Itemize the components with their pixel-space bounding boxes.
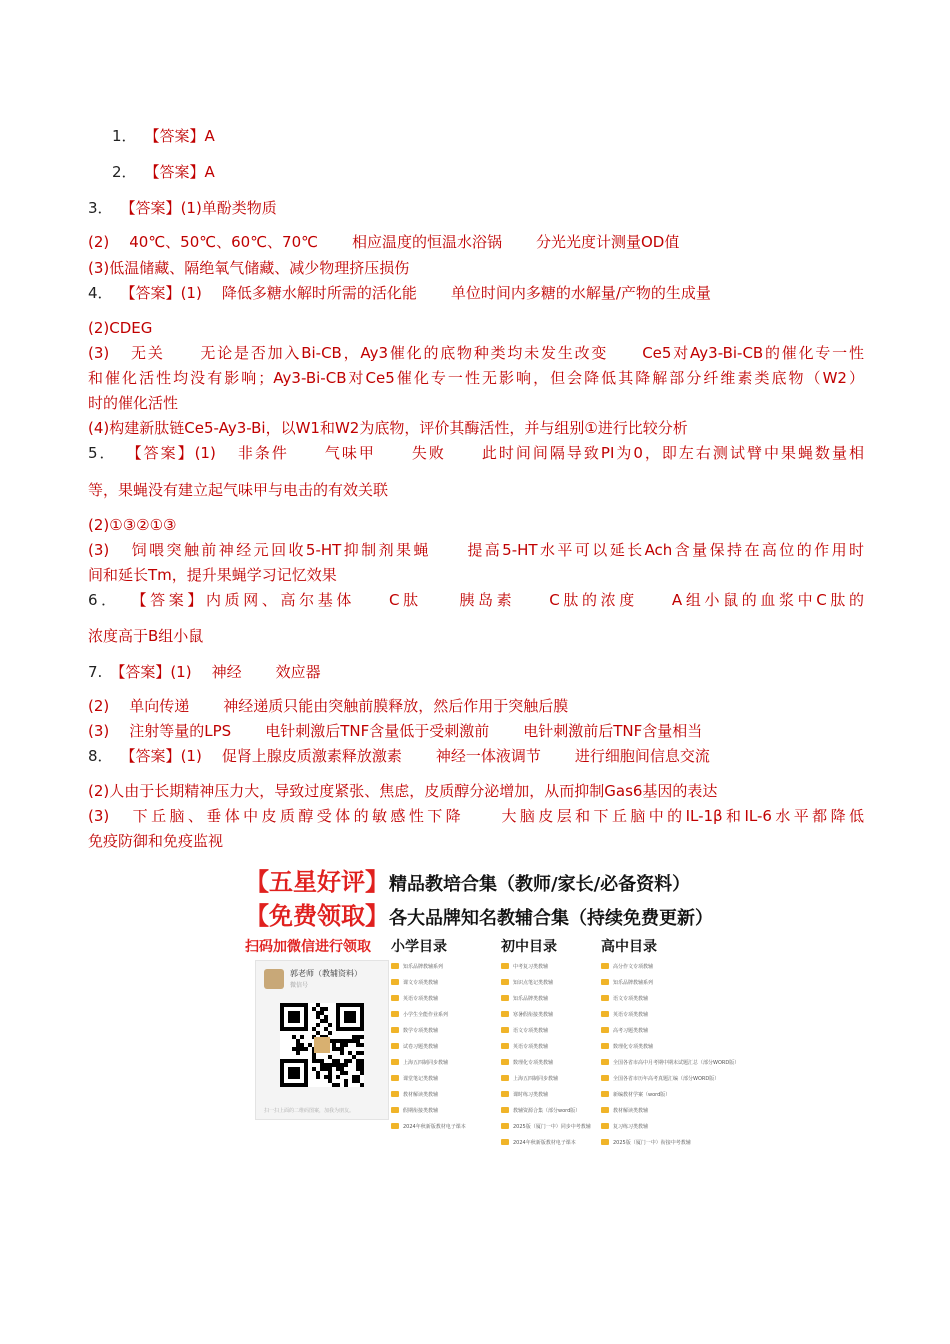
folder-icon bbox=[501, 963, 509, 969]
list-item[interactable] bbox=[601, 1006, 709, 1022]
folder-name: 2024年秋新版教材电子课本 bbox=[403, 1123, 466, 1130]
folder-icon bbox=[391, 963, 399, 969]
answer-text: 电针刺激后TNF含量低于受刺激前 bbox=[265, 722, 490, 740]
answer-text: (2) bbox=[88, 233, 110, 251]
answer-text: (1)单酚类物质 bbox=[180, 199, 277, 217]
answer-text: 降低多糖水解时所需的活化能 bbox=[221, 284, 417, 302]
promo-tag-2: 【免费领取】 bbox=[245, 901, 389, 930]
answer-line bbox=[88, 316, 864, 341]
folder-name: 寒暑假衔接类教辅 bbox=[513, 1011, 554, 1018]
list-item[interactable] bbox=[501, 1038, 609, 1054]
list-item[interactable] bbox=[391, 958, 499, 974]
answer-text: 和催化活性均没有影响；Ay3-Bi-CB对Ce5催化专一性无影响，但会降低其降解部分纤维素类底物（W2） bbox=[88, 369, 864, 387]
folder-name: 教材解读类教辅 bbox=[613, 1107, 649, 1114]
folder-icon bbox=[391, 1059, 399, 1065]
folder-name: 语文专项类教辅 bbox=[613, 995, 649, 1002]
list-item[interactable] bbox=[601, 1086, 709, 1102]
promo-tag-1: 【五星好评】 bbox=[245, 867, 389, 896]
folder-name: 数理化专项类教辅 bbox=[513, 1059, 554, 1066]
folder-icon bbox=[391, 1091, 399, 1097]
folder-name: 英语专项类教辅 bbox=[513, 1043, 549, 1050]
folder-name: 2024年秋新版教材电子课本 bbox=[513, 1139, 576, 1146]
list-item[interactable] bbox=[501, 958, 609, 974]
folder-name: 教材解读类教辅 bbox=[403, 1091, 439, 1098]
list-item[interactable] bbox=[501, 1118, 609, 1134]
folder-icon bbox=[501, 1091, 509, 1097]
list-item[interactable] bbox=[601, 958, 709, 974]
promo-line-2 bbox=[245, 896, 713, 931]
folder-name: 知乐品牌教辅系列 bbox=[403, 963, 444, 970]
folder-name: 语文专项类教辅 bbox=[513, 1027, 549, 1034]
list-item[interactable] bbox=[501, 1006, 609, 1022]
answer-line bbox=[88, 744, 864, 769]
answer-text: 失败 bbox=[409, 444, 446, 462]
folder-name: 英语专项类教辅 bbox=[403, 995, 439, 1002]
list-item[interactable] bbox=[391, 1102, 499, 1118]
folder-name: 小学生全能作业系列 bbox=[403, 1011, 449, 1018]
list-item[interactable] bbox=[501, 1054, 609, 1070]
folder-icon bbox=[501, 1027, 509, 1033]
answer-text: 间和延长Tm，提升果蝇学习记忆效果 bbox=[88, 566, 337, 584]
answer-text: Ce5对Ay3-Bi-CB的催化专一性 bbox=[642, 344, 864, 362]
answer-text: C肽 bbox=[389, 591, 422, 609]
answer-line bbox=[88, 660, 864, 685]
answer-text: 单向传递 bbox=[129, 697, 190, 715]
answer-text: (1) bbox=[170, 663, 192, 681]
scan-instruction: 扫码加微信进行领取 bbox=[245, 939, 371, 955]
answer-text: 下丘脑、垂体中皮质醇受体的敏感性下降 bbox=[129, 807, 465, 825]
list-item[interactable] bbox=[501, 1022, 609, 1038]
answer-text: 提高5-HT水平可以延长Ach含量保持在高位的作用时 bbox=[464, 541, 865, 559]
answer-label: 【答案】A bbox=[144, 127, 215, 145]
answer-line bbox=[88, 694, 864, 719]
folder-name: 假期衔接类教辅 bbox=[403, 1107, 439, 1114]
answer-text: 无论是否加入Bi-CB，Ay3催化的底物种类均未发生改变 bbox=[198, 344, 609, 362]
answer-text: 胰岛素 bbox=[455, 591, 516, 609]
folder-name: 知乐品牌教辅系列 bbox=[613, 979, 654, 986]
column-list-junior bbox=[501, 958, 609, 1150]
answer-text: 等，果蝇没有建立起气味甲与电击的有效关联 bbox=[88, 481, 389, 499]
list-item[interactable] bbox=[391, 990, 499, 1006]
list-item[interactable] bbox=[601, 1070, 720, 1086]
folder-icon bbox=[601, 1027, 609, 1033]
answer-text: 促肾上腺皮质激素释放激素 bbox=[221, 747, 402, 765]
answer-text: 40℃、50℃、60℃、70℃ bbox=[129, 233, 318, 251]
folder-icon bbox=[601, 979, 609, 985]
answer-text: 饲喂突触前神经元回收5-HT抑制剂果蝇 bbox=[129, 541, 431, 559]
folder-name: 试卷习题类教辅 bbox=[403, 1043, 439, 1050]
folder-icon bbox=[391, 1123, 399, 1129]
answer-text: (4)构建新肽链Ce5-Ay3-Bi，以W1和W2为底物，评价其酶活性，并与组别①进行比较分析 bbox=[88, 419, 688, 437]
promo-text-1: 精品教培合集（教师/家长/必备资料） bbox=[389, 874, 691, 895]
folder-name: 数理化专项类教辅 bbox=[613, 1043, 654, 1050]
folder-icon bbox=[601, 995, 609, 1001]
folder-name: 复习练习类教辅 bbox=[613, 1123, 649, 1130]
answer-text: (3) bbox=[88, 807, 110, 825]
folder-icon bbox=[501, 1075, 509, 1081]
folder-icon bbox=[391, 979, 399, 985]
answer-line bbox=[88, 366, 864, 391]
answer-line bbox=[88, 441, 864, 466]
answer-label: 【答案】 bbox=[120, 747, 181, 765]
answer-text: (2)①③②①③ bbox=[88, 516, 177, 534]
answer-text: (2)CDEG bbox=[88, 319, 153, 337]
answer-line bbox=[88, 230, 864, 255]
answer-text: 电针刺激前后TNF含量相当 bbox=[523, 722, 703, 740]
answer-line bbox=[88, 513, 864, 538]
answer-line bbox=[88, 281, 864, 306]
promo-line-1 bbox=[245, 862, 690, 897]
folder-name: 全国各省市历年高考真题汇编（部分WORD版） bbox=[613, 1075, 720, 1082]
list-item[interactable] bbox=[391, 1070, 499, 1086]
list-item[interactable] bbox=[501, 990, 609, 1006]
answer-label: 【答案】A bbox=[144, 163, 215, 181]
folder-icon bbox=[501, 1107, 509, 1113]
list-item[interactable] bbox=[391, 1038, 499, 1054]
folder-icon bbox=[601, 1075, 609, 1081]
folder-icon bbox=[601, 1123, 609, 1129]
card-sub: 微信号 bbox=[290, 982, 309, 989]
list-item[interactable] bbox=[601, 1134, 709, 1150]
answer-line bbox=[88, 341, 864, 366]
answer-text: 进行细胞间信息交流 bbox=[574, 747, 710, 765]
folder-icon bbox=[601, 1139, 609, 1145]
folder-icon bbox=[601, 1091, 609, 1097]
answer-text: C肽的浓度 bbox=[549, 591, 638, 609]
question-number: 8． bbox=[88, 747, 113, 765]
folder-icon bbox=[601, 963, 609, 969]
answer-text: 大脑皮层和下丘脑中的IL-1β和IL-6水平都降低 bbox=[498, 807, 864, 825]
answer-line bbox=[112, 160, 888, 185]
folder-name: 高考习题类教辅 bbox=[613, 1027, 649, 1034]
answer-text: 效应器 bbox=[275, 663, 321, 681]
folder-icon bbox=[391, 1027, 399, 1033]
answer-text: 单位时间内多糖的水解量/产物的生成量 bbox=[450, 284, 711, 302]
folder-icon bbox=[601, 1107, 609, 1113]
answer-label: 【答案】 bbox=[127, 591, 206, 609]
folder-name: 知乐品牌类教辅 bbox=[513, 995, 549, 1002]
list-item[interactable] bbox=[501, 1070, 609, 1086]
answer-line bbox=[88, 588, 864, 613]
list-item[interactable] bbox=[501, 1102, 609, 1118]
folder-name: 新编教材学案（word版） bbox=[613, 1091, 671, 1098]
answer-text: 非条件 bbox=[235, 444, 289, 462]
answer-text: 分光光度计测量OD值 bbox=[536, 233, 680, 251]
folder-name: 2025版（厦门一中）衔接中考教辅 bbox=[613, 1139, 691, 1146]
answer-text: 免疫防御和免疫监视 bbox=[88, 832, 224, 850]
question-number: 7. bbox=[88, 663, 103, 681]
folder-name: 高分作文专项教辅 bbox=[613, 963, 654, 970]
folder-icon bbox=[601, 1011, 609, 1017]
promo-banner bbox=[245, 862, 740, 1146]
answer-line bbox=[88, 779, 864, 804]
folder-icon bbox=[391, 1107, 399, 1113]
answer-line bbox=[88, 563, 864, 588]
answer-text: (1) bbox=[194, 444, 216, 462]
avatar bbox=[264, 969, 284, 989]
folder-name: 全国各省市高中月考期中期末试题汇总（部分WORD版） bbox=[613, 1059, 740, 1066]
question-number: 5． bbox=[88, 444, 117, 462]
answer-text: 内质网、高尔基体 bbox=[205, 591, 356, 609]
answer-line bbox=[88, 478, 864, 503]
folder-icon bbox=[501, 1011, 509, 1017]
list-item[interactable] bbox=[601, 1054, 740, 1070]
answer-text: (2) bbox=[88, 697, 110, 715]
column-title-senior: 高中目录 bbox=[601, 939, 657, 955]
answer-text: 神经一体液调节 bbox=[435, 747, 541, 765]
list-item[interactable] bbox=[601, 1102, 709, 1118]
column-list-primary bbox=[391, 958, 499, 1134]
folder-icon bbox=[501, 1059, 509, 1065]
folder-icon bbox=[501, 1123, 509, 1129]
promo-text-2: 各大品牌知名教辅合集（持续免费更新） bbox=[389, 908, 713, 929]
folder-name: 英语专项类教辅 bbox=[613, 1011, 649, 1018]
list-item[interactable] bbox=[391, 1118, 499, 1134]
folder-icon bbox=[501, 995, 509, 1001]
folder-icon bbox=[391, 1011, 399, 1017]
answer-line bbox=[88, 829, 864, 854]
column-title-junior: 初中目录 bbox=[501, 939, 557, 955]
folder-icon bbox=[501, 1139, 509, 1145]
folder-name: 课时练习类教辅 bbox=[513, 1091, 549, 1098]
folder-name: 知识点笔记类教辅 bbox=[513, 979, 554, 986]
list-item[interactable] bbox=[391, 1006, 499, 1022]
answer-line bbox=[112, 124, 888, 149]
list-item[interactable] bbox=[391, 974, 499, 990]
answer-text: 注射等量的LPS bbox=[129, 722, 232, 740]
list-item[interactable] bbox=[601, 1022, 709, 1038]
card-name: 郭老师（教辅资料） bbox=[290, 969, 362, 978]
answer-line bbox=[88, 391, 864, 416]
list-item[interactable] bbox=[391, 1054, 499, 1070]
folder-icon bbox=[501, 1043, 509, 1049]
answer-label: 【答案】 bbox=[124, 444, 195, 462]
question-number: 6． bbox=[88, 591, 120, 609]
answer-text: (3)低温储藏、隔绝氧气储藏、减少物理挤压损伤 bbox=[88, 259, 410, 277]
card-footnote: 扫一扫上面的二维码图案，加我为朋友。 bbox=[264, 1108, 355, 1114]
answer-text: 无关 bbox=[129, 344, 165, 362]
answer-text: 浓度高于B组小鼠 bbox=[88, 627, 204, 645]
answer-line bbox=[88, 196, 864, 221]
answer-line bbox=[88, 624, 864, 649]
list-item[interactable] bbox=[601, 974, 709, 990]
question-number: 1． bbox=[112, 127, 137, 145]
answer-text: 时的催化活性 bbox=[88, 394, 179, 412]
answer-text: (1) bbox=[180, 284, 202, 302]
folder-icon bbox=[601, 1059, 609, 1065]
answer-text: 相应温度的恒温水浴锅 bbox=[351, 233, 502, 251]
folder-icon bbox=[391, 995, 399, 1001]
folder-name: 教辅资源合集（部分word版） bbox=[513, 1107, 581, 1114]
folder-name: 上海五四制同步教辅 bbox=[403, 1059, 449, 1066]
folder-name: 课堂笔记类教辅 bbox=[403, 1075, 439, 1082]
answer-label: 【答案】 bbox=[120, 199, 181, 217]
answer-label: 【答案】 bbox=[110, 663, 171, 681]
answer-text: A组小鼠的血浆中C肽的 bbox=[671, 591, 864, 609]
answer-label: 【答案】 bbox=[120, 284, 181, 302]
folder-icon bbox=[601, 1043, 609, 1049]
folder-icon bbox=[501, 979, 509, 985]
folder-name: 2025版（厦门一中）同步中考教辅 bbox=[513, 1123, 591, 1130]
folder-name: 数学专项类教辅 bbox=[403, 1027, 439, 1034]
question-number: 3． bbox=[88, 199, 113, 217]
answer-text: (3) bbox=[88, 722, 110, 740]
list-item[interactable] bbox=[601, 1118, 709, 1134]
question-number: 4． bbox=[88, 284, 113, 302]
folder-name: 课文专项类教辅 bbox=[403, 979, 439, 986]
list-item[interactable] bbox=[391, 1022, 499, 1038]
wechat-card bbox=[255, 960, 389, 1120]
answer-line bbox=[88, 256, 864, 281]
folder-name: 中考复习类教辅 bbox=[513, 963, 549, 970]
answer-line bbox=[88, 416, 864, 441]
answer-text: (3) bbox=[88, 344, 110, 362]
answer-text: 神经 bbox=[211, 663, 242, 681]
answer-text: 气味甲 bbox=[322, 444, 376, 462]
folder-name: 上海五四制同步教辅 bbox=[513, 1075, 559, 1082]
answer-text: (1) bbox=[180, 747, 202, 765]
question-number: 2． bbox=[112, 163, 137, 181]
folder-icon bbox=[391, 1043, 399, 1049]
column-title-primary: 小学目录 bbox=[391, 939, 447, 955]
answer-line bbox=[88, 538, 864, 563]
column-list-senior bbox=[601, 958, 740, 1150]
list-item[interactable] bbox=[601, 990, 709, 1006]
list-item[interactable] bbox=[391, 1086, 499, 1102]
list-item[interactable] bbox=[501, 1086, 609, 1102]
list-item[interactable] bbox=[501, 974, 609, 990]
answer-line bbox=[88, 719, 864, 744]
answer-text: 神经递质只能由突触前膜释放，然后作用于突触后膜 bbox=[223, 697, 569, 715]
answer-text: (3) bbox=[88, 541, 110, 559]
answer-line bbox=[88, 804, 864, 829]
qr-code-icon[interactable] bbox=[280, 1003, 364, 1087]
folder-icon bbox=[391, 1075, 399, 1081]
answer-text: (2)人由于长期精神压力大，导致过度紧张、焦虑，皮质醇分泌增加，从而抑制Gas6基因的表达 bbox=[88, 782, 718, 800]
list-item[interactable] bbox=[601, 1038, 709, 1054]
answer-text: 此时间间隔导致PI为0，即左右测试臂中果蝇数量相 bbox=[479, 444, 864, 462]
list-item[interactable] bbox=[501, 1134, 609, 1150]
